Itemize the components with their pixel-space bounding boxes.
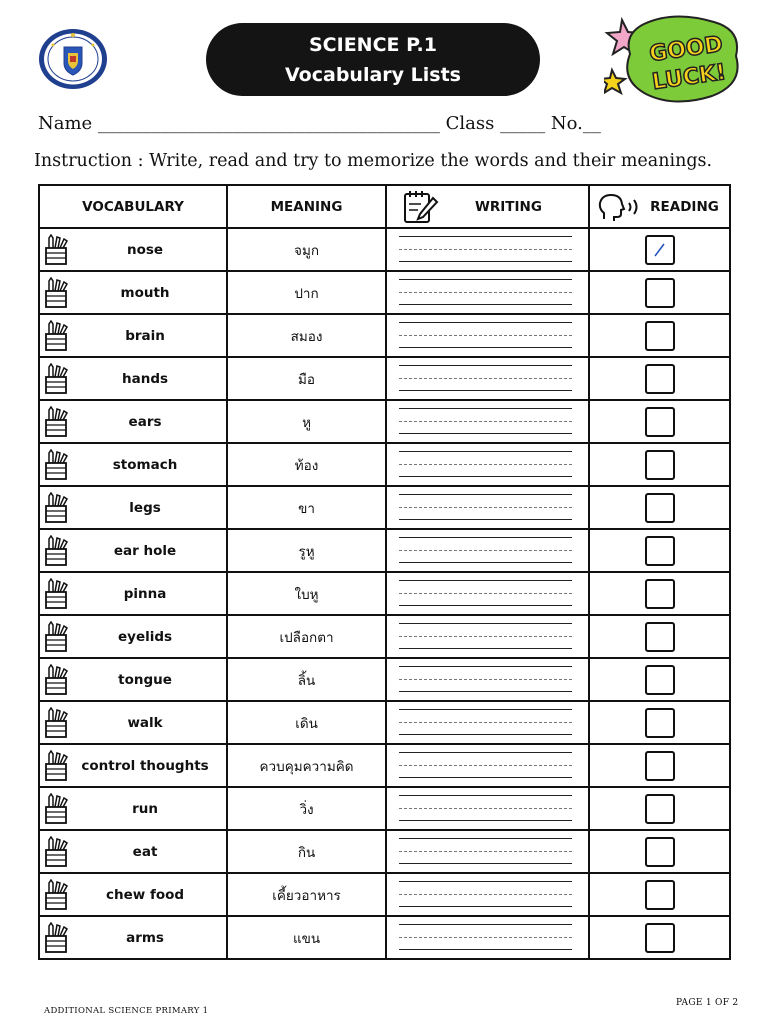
table-row <box>39 271 730 314</box>
meaning-cell: หู <box>227 400 386 443</box>
table-row <box>39 830 730 873</box>
pencil-cup-icon <box>44 492 70 524</box>
pencil-cup-icon <box>44 320 70 352</box>
meaning-cell: แขน <box>227 916 386 959</box>
reading-cell <box>589 572 730 615</box>
reading-cell <box>589 701 730 744</box>
meaning-cell: สมอง <box>227 314 386 357</box>
speaking-head-icon <box>598 193 646 223</box>
vocabulary-cell <box>39 314 227 357</box>
footer-page-number: PAGE 1 OF 2 <box>676 998 739 1008</box>
writing-practice-area[interactable] <box>386 314 589 357</box>
writing-practice-area[interactable] <box>386 529 589 572</box>
writing-practice-area[interactable] <box>386 228 589 271</box>
pencil-cup-icon <box>44 836 70 868</box>
pencil-cup-icon <box>44 664 70 696</box>
meaning-cell: ท้อง <box>227 443 386 486</box>
meaning-cell: เคี้ยวอาหาร <box>227 873 386 916</box>
pencil-cup-icon <box>44 406 70 438</box>
reading-cell <box>589 400 730 443</box>
vocabulary-cell <box>39 400 227 443</box>
writing-practice-area[interactable] <box>386 486 589 529</box>
vocabulary-word: ears <box>128 413 162 430</box>
vocabulary-word: control thoughts <box>81 757 209 774</box>
pencil-cup-icon <box>44 578 70 610</box>
vocabulary-word: arms <box>126 929 164 946</box>
pencil-cup-icon <box>44 922 70 954</box>
reading-cell <box>589 744 730 787</box>
notepad-pencil-icon <box>403 190 439 224</box>
pencil-cup-icon <box>44 621 70 653</box>
reading-cell <box>589 357 730 400</box>
instruction-text: Instruction : Write, read and try to memorize the words and their meanings. <box>34 151 713 171</box>
reading-checkbox[interactable] <box>645 579 675 609</box>
header-vocabulary: VOCABULARY <box>39 185 227 228</box>
vocabulary-cell <box>39 572 227 615</box>
vocabulary-cell <box>39 830 227 873</box>
title-line-1: SCIENCE P.1 <box>309 33 437 56</box>
meaning-cell: มือ <box>227 357 386 400</box>
vocabulary-word: chew food <box>106 886 185 903</box>
header-writing: WRITING <box>386 185 589 228</box>
writing-practice-area[interactable] <box>386 830 589 873</box>
vocabulary-cell <box>39 744 227 787</box>
reading-checkbox[interactable] <box>645 622 675 652</box>
reading-checkbox[interactable] <box>645 923 675 953</box>
vocabulary-cell <box>39 228 227 271</box>
table-row <box>39 615 730 658</box>
meaning-cell: ปาก <box>227 271 386 314</box>
writing-practice-area[interactable] <box>386 916 589 959</box>
vocabulary-word: legs <box>129 499 161 516</box>
reading-cell <box>589 529 730 572</box>
reading-cell <box>589 615 730 658</box>
reading-checkbox[interactable] <box>645 794 675 824</box>
vocabulary-cell <box>39 443 227 486</box>
pencil-cup-icon <box>44 535 70 567</box>
vocabulary-cell <box>39 529 227 572</box>
pencil-cup-icon <box>44 879 70 911</box>
writing-practice-area[interactable] <box>386 443 589 486</box>
table-row <box>39 400 730 443</box>
reading-cell <box>589 443 730 486</box>
vocabulary-cell <box>39 486 227 529</box>
reading-cell <box>589 916 730 959</box>
reading-checkbox[interactable] <box>645 278 675 308</box>
writing-practice-area[interactable] <box>386 658 589 701</box>
vocabulary-cell <box>39 873 227 916</box>
table-row <box>39 486 730 529</box>
vocabulary-word: run <box>132 800 158 817</box>
vocabulary-cell <box>39 615 227 658</box>
writing-practice-area[interactable] <box>386 787 589 830</box>
vocabulary-word: ear hole <box>113 542 177 559</box>
pencil-cup-icon <box>44 707 70 739</box>
vocabulary-word: eat <box>132 843 158 860</box>
pencil-cup-icon <box>44 363 70 395</box>
vocabulary-word: hands <box>122 370 169 387</box>
meaning-cell: ขา <box>227 486 386 529</box>
good-luck-badge <box>604 14 746 106</box>
reading-checkbox[interactable] <box>645 708 675 738</box>
table-row <box>39 658 730 701</box>
vocabulary-word: brain <box>125 327 165 344</box>
meaning-cell: ลิ้น <box>227 658 386 701</box>
reading-checkbox[interactable] <box>645 751 675 781</box>
table-row <box>39 443 730 486</box>
reading-checkbox[interactable] <box>645 880 675 910</box>
table-row <box>39 228 730 271</box>
table-row <box>39 357 730 400</box>
meaning-cell: รูหู <box>227 529 386 572</box>
vocabulary-table <box>38 184 731 960</box>
vocabulary-cell <box>39 787 227 830</box>
footer-course: ADDITIONAL SCIENCE PRIMARY 1 <box>44 1006 209 1016</box>
reading-checkbox[interactable] <box>645 321 675 351</box>
name-class-number-line[interactable]: Name ______________________________________ Class _____ No.__ <box>38 113 601 134</box>
writing-practice-area[interactable] <box>386 357 589 400</box>
reading-cell <box>589 228 730 271</box>
meaning-cell: เปลือกตา <box>227 615 386 658</box>
reading-cell <box>589 658 730 701</box>
reading-checkbox[interactable] <box>645 665 675 695</box>
writing-practice-area[interactable] <box>386 873 589 916</box>
vocabulary-cell <box>39 357 227 400</box>
table-row <box>39 314 730 357</box>
table-row <box>39 916 730 959</box>
vocabulary-word: eyelids <box>118 628 173 645</box>
meaning-cell: ควบคุมความคิด <box>227 744 386 787</box>
vocabulary-word: tongue <box>118 671 172 688</box>
pencil-cup-icon <box>44 277 70 309</box>
table-row <box>39 744 730 787</box>
reading-checkbox[interactable] <box>645 235 675 265</box>
meaning-cell: วิ่ง <box>227 787 386 830</box>
vocabulary-cell <box>39 701 227 744</box>
reading-cell <box>589 486 730 529</box>
table-header-row <box>39 185 730 228</box>
svg-text:LUCK!: LUCK! <box>650 60 728 96</box>
table-row <box>39 529 730 572</box>
writing-practice-area[interactable] <box>386 271 589 314</box>
school-seal-logo <box>37 27 109 91</box>
pencil-cup-icon <box>44 793 70 825</box>
table-row <box>39 572 730 615</box>
reading-cell <box>589 314 730 357</box>
writing-practice-area[interactable] <box>386 701 589 744</box>
reading-checkbox[interactable] <box>645 450 675 480</box>
vocabulary-word: mouth <box>120 284 170 301</box>
table-row <box>39 787 730 830</box>
writing-practice-area[interactable] <box>386 400 589 443</box>
reading-checkbox[interactable] <box>645 536 675 566</box>
vocabulary-cell <box>39 916 227 959</box>
header-reading: READING <box>589 185 730 228</box>
pencil-cup-icon <box>44 449 70 481</box>
table-row <box>39 701 730 744</box>
reading-checkbox[interactable] <box>645 364 675 394</box>
vocabulary-word: walk <box>127 714 163 731</box>
writing-practice-area[interactable] <box>386 744 589 787</box>
meaning-cell: ใบหู <box>227 572 386 615</box>
reading-cell <box>589 873 730 916</box>
pencil-cup-icon <box>44 234 70 266</box>
vocabulary-cell <box>39 658 227 701</box>
meaning-cell: กิน <box>227 830 386 873</box>
reading-checkbox[interactable] <box>645 493 675 523</box>
meaning-cell: เดิน <box>227 701 386 744</box>
vocabulary-word: stomach <box>112 456 178 473</box>
vocabulary-word: nose <box>127 241 164 258</box>
writing-practice-area[interactable] <box>386 572 589 615</box>
reading-checkbox[interactable] <box>645 837 675 867</box>
vocabulary-cell <box>39 271 227 314</box>
table-row <box>39 873 730 916</box>
reading-cell <box>589 787 730 830</box>
vocabulary-word: pinna <box>123 585 167 602</box>
title-line-2: Vocabulary Lists <box>285 63 461 86</box>
reading-cell <box>589 830 730 873</box>
meaning-cell: จมูก <box>227 228 386 271</box>
reading-cell <box>589 271 730 314</box>
title-banner <box>206 23 540 96</box>
pencil-cup-icon <box>44 750 70 782</box>
svg-text:GOOD: GOOD <box>647 32 725 68</box>
writing-practice-area[interactable] <box>386 615 589 658</box>
header-meaning: MEANING <box>227 185 386 228</box>
reading-checkbox[interactable] <box>645 407 675 437</box>
